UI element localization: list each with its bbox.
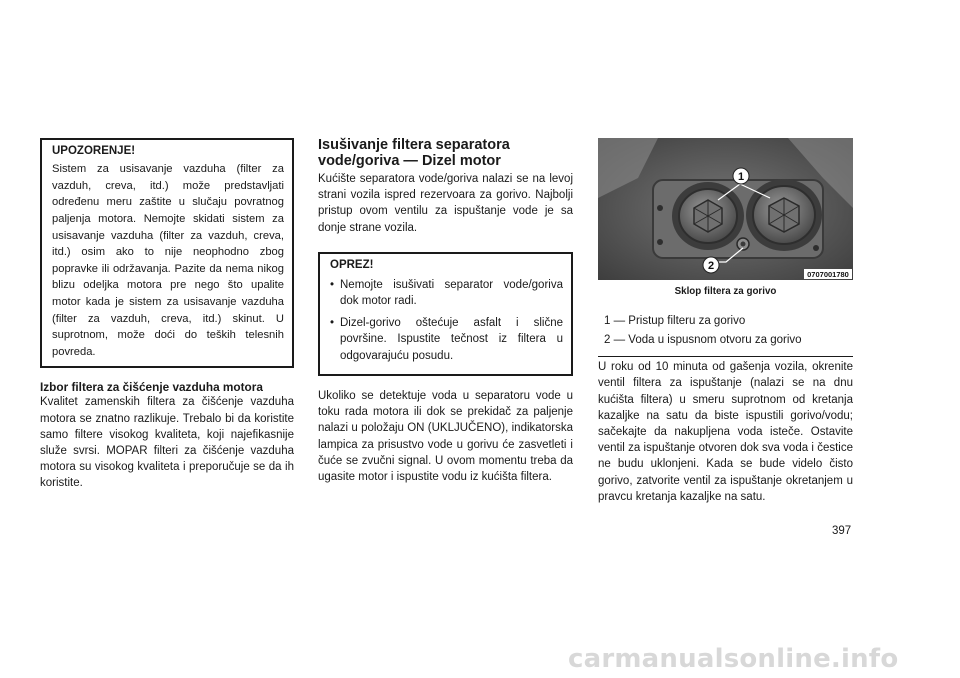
water-detection-text: Ukoliko se detektuje voda u separatoru vode u toku rada motora ili dok se prekidač za paljenje nalazi u položaju ON (UKLJUČENO), indikatorska lampica za prisustvo vode u gorivu će zasvetleti i čuće se zvučni signal. U ovom momentu treba da ugasite motor i ispustite vodu iz kućišta filtera. [318,390,573,484]
middle-column [318,137,573,485]
drain-intro-text: Kućište separatora vode/goriva nalazi se na levoj strani vozila ispred rezervoara za gorivo. Najbolji pristup ovom ventilu za ispuštanje vode je sa donje strane vozila. [318,173,573,234]
fuel-filter-photo [598,138,853,280]
caution-item: • Nemojte isušivati separator vode/goriva dok motor radi. [330,277,563,310]
caution-list [330,277,563,364]
figure-legend [604,312,853,350]
drain-section-title [318,137,573,169]
legend-divider [598,356,853,357]
figure-caption: Sklop filtera za gorivo [674,286,777,297]
drain-title-line2: vode/goriva — Dizel motor [318,153,501,169]
drain-title-line1: Isušivanje filtera separatora [318,137,510,153]
page-number: 397 [832,525,852,537]
drain-procedure-text: U roku od 10 minuta od gašenja vozila, okrenite ventil filtera za ispuštanje (nalazi se na dnu kućišta filtera) u smeru suprotnom od kretanja kazaljke na satu da biste ispustili gorivo/vodu; sačekajte da nakupljena voda isteče. Ostavite ventil za ispuštanje otvoren dok sva voda i čestice ne budu uklonjeni. Kada se bude videlo čisto gorivo, zatvorite ventil za ispuštanje okretanjem u pravcu kretanja kazaljke na satu. [598,361,853,503]
callout-1-label: 1 [737,171,745,183]
warning-title: UPOZORENJE! [52,145,136,157]
warning-box [40,138,294,368]
legend-item: 2 — Voda u ispusnom otvoru za gorivo [604,334,802,347]
warning-text: Sistem za usisavanje vazduha (filter za vazduh, creva, itd.) može predstavljati određenu meru zaštite u slučaju povratnog paljenja motora. Nemojte skidati sistem za usisavanje vazduha (filter za vazduh, creva, itd.) osim ako to nije neophodno zbog popravke ili održavanja. Pazite da nema nikog blizu odeljka motora pre nego što upalite motor kada je sistem za usisavanje vazduha (filter za vazduh, creva, itd.) skinut. U suprotnom, može doći do teških telesnih povreda. [52,163,284,358]
figure-code: 0707001780 [807,270,849,279]
callout-2-label: 2 [707,260,715,272]
air-filter-text: Kvalitet zamenskih filtera za čišćenje vazduha motora se znatno razlikuje. Trebalo bi da koristite samo filtere visokog kvaliteta, koji najefikasnije služe svrsi. MOPAR filteri za čišćenje vazduha motora su visokog kvaliteta i preporučuje se da ih koristite. [40,396,294,490]
caution-box [318,252,573,376]
left-column [40,138,294,492]
fuel-filter-illustration [598,138,853,280]
caution-title: OPREZ! [330,258,374,271]
caution-item: • Dizel-gorivo oštećuje asfalt i slične površine. Ispustite tečnost iz filtera u odgovarajuću posudu. [330,315,563,364]
legend-item: 1 — Pristup filteru za gorivo [604,315,746,328]
right-column [598,138,853,505]
air-filter-heading: Izbor filtera za čišćenje vazduha motora [40,380,263,395]
watermark-text: carmanualsonline.info [568,644,899,674]
